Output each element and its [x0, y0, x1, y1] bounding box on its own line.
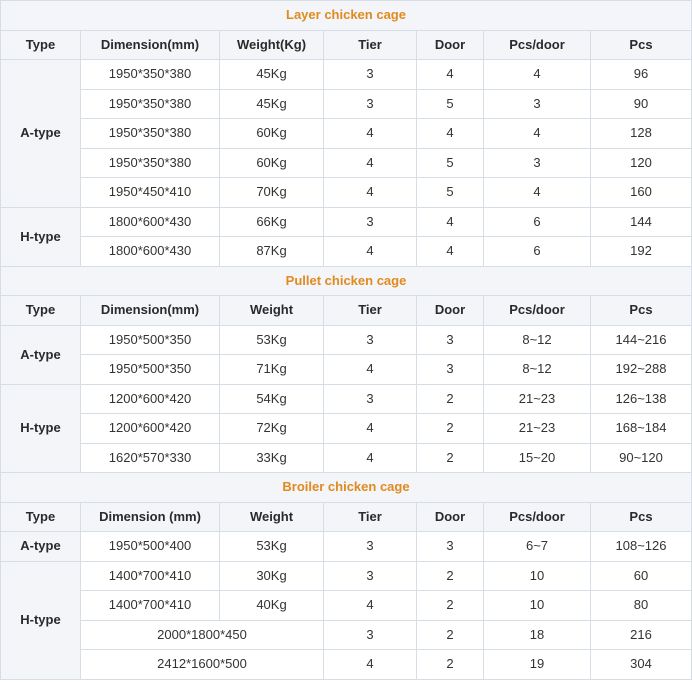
table-row — [1, 384, 692, 414]
pcs-per-door-cell: 21~23 — [484, 384, 591, 414]
tier-cell: 4 — [324, 591, 417, 621]
door-cell: 4 — [417, 119, 484, 149]
weight-cell: 70Kg — [220, 178, 324, 208]
dimension-cell: 1950*350*380 — [81, 148, 220, 178]
door-cell: 2 — [417, 620, 484, 650]
weight-cell: 60Kg — [220, 119, 324, 149]
pcs-per-door-cell: 15~20 — [484, 443, 591, 473]
pcs-per-door-cell: 6~7 — [484, 532, 591, 562]
tier-cell: 4 — [324, 237, 417, 267]
weight-cell: 71Kg — [220, 355, 324, 385]
dimension-cell: 1400*700*410 — [81, 591, 220, 621]
pcs-per-door-cell: 6 — [484, 207, 591, 237]
tier-cell: 4 — [324, 119, 417, 149]
table-row — [1, 148, 692, 178]
column-header: Tier — [324, 502, 417, 532]
column-header: Door — [417, 502, 484, 532]
section-title: Pullet chicken cage — [1, 266, 692, 296]
column-header: Weight — [220, 296, 324, 326]
column-header-row — [1, 30, 692, 60]
type-cell: H-type — [1, 384, 81, 473]
pcs-cell: 160 — [591, 178, 692, 208]
door-cell: 2 — [417, 591, 484, 621]
weight-cell: 60Kg — [220, 148, 324, 178]
section-title-row — [1, 1, 692, 31]
section-title-row — [1, 266, 692, 296]
column-header: Dimension(mm) — [81, 296, 220, 326]
pcs-cell: 80 — [591, 591, 692, 621]
tier-cell: 4 — [324, 148, 417, 178]
dimension-cell: 1950*450*410 — [81, 178, 220, 208]
door-cell: 3 — [417, 325, 484, 355]
table-row — [1, 237, 692, 267]
tier-cell: 3 — [324, 384, 417, 414]
section-title: Broiler chicken cage — [1, 473, 692, 503]
column-header: Door — [417, 30, 484, 60]
table-row — [1, 620, 692, 650]
door-cell: 2 — [417, 384, 484, 414]
pcs-per-door-cell: 21~23 — [484, 414, 591, 444]
table-row — [1, 414, 692, 444]
door-cell: 2 — [417, 414, 484, 444]
pcs-cell: 108~126 — [591, 532, 692, 562]
door-cell: 2 — [417, 561, 484, 591]
type-cell: A-type — [1, 325, 81, 384]
dimension-cell: 2000*1800*450 — [81, 620, 324, 650]
column-header: Weight(Kg) — [220, 30, 324, 60]
dimension-cell: 1950*500*350 — [81, 355, 220, 385]
type-cell: H-type — [1, 207, 81, 266]
table-row — [1, 178, 692, 208]
column-header: Door — [417, 296, 484, 326]
tier-cell: 3 — [324, 207, 417, 237]
door-cell: 5 — [417, 178, 484, 208]
table-row — [1, 207, 692, 237]
pcs-per-door-cell: 4 — [484, 60, 591, 90]
column-header: Pcs/door — [484, 30, 591, 60]
door-cell: 2 — [417, 650, 484, 680]
pcs-cell: 128 — [591, 119, 692, 149]
pcs-per-door-cell: 19 — [484, 650, 591, 680]
tier-cell: 3 — [324, 325, 417, 355]
door-cell: 5 — [417, 148, 484, 178]
table-row — [1, 561, 692, 591]
pcs-cell: 216 — [591, 620, 692, 650]
table-row — [1, 650, 692, 680]
pcs-cell: 126~138 — [591, 384, 692, 414]
weight-cell: 72Kg — [220, 414, 324, 444]
table-row — [1, 443, 692, 473]
column-header: Pcs — [591, 30, 692, 60]
weight-cell: 33Kg — [220, 443, 324, 473]
tier-cell: 4 — [324, 414, 417, 444]
weight-cell: 40Kg — [220, 591, 324, 621]
section-title-row — [1, 473, 692, 503]
dimension-cell: 1400*700*410 — [81, 561, 220, 591]
pcs-per-door-cell: 4 — [484, 119, 591, 149]
tier-cell: 4 — [324, 178, 417, 208]
dimension-cell: 1200*600*420 — [81, 384, 220, 414]
column-header: Pcs — [591, 296, 692, 326]
column-header: Pcs/door — [484, 296, 591, 326]
pcs-per-door-cell: 6 — [484, 237, 591, 267]
dimension-cell: 2412*1600*500 — [81, 650, 324, 680]
door-cell: 4 — [417, 60, 484, 90]
pcs-per-door-cell: 10 — [484, 591, 591, 621]
column-header: Dimension(mm) — [81, 30, 220, 60]
pcs-cell: 304 — [591, 650, 692, 680]
table-row — [1, 60, 692, 90]
dimension-cell: 1800*600*430 — [81, 237, 220, 267]
pcs-per-door-cell: 8~12 — [484, 355, 591, 385]
column-header: Pcs — [591, 502, 692, 532]
column-header: Weight — [220, 502, 324, 532]
pcs-cell: 96 — [591, 60, 692, 90]
pcs-per-door-cell: 18 — [484, 620, 591, 650]
type-cell: A-type — [1, 532, 81, 562]
door-cell: 5 — [417, 89, 484, 119]
pcs-cell: 144~216 — [591, 325, 692, 355]
dimension-cell: 1950*350*380 — [81, 89, 220, 119]
table-row — [1, 532, 692, 562]
pcs-cell: 90 — [591, 89, 692, 119]
weight-cell: 53Kg — [220, 532, 324, 562]
tier-cell: 4 — [324, 443, 417, 473]
tier-cell: 3 — [324, 60, 417, 90]
pcs-per-door-cell: 10 — [484, 561, 591, 591]
tier-cell: 3 — [324, 532, 417, 562]
table-row — [1, 89, 692, 119]
pcs-per-door-cell: 3 — [484, 148, 591, 178]
door-cell: 3 — [417, 355, 484, 385]
tier-cell: 4 — [324, 355, 417, 385]
weight-cell: 45Kg — [220, 60, 324, 90]
type-cell: H-type — [1, 561, 81, 679]
column-header: Dimension (mm) — [81, 502, 220, 532]
section-title: Layer chicken cage — [1, 1, 692, 31]
table-row — [1, 591, 692, 621]
pcs-cell: 192 — [591, 237, 692, 267]
door-cell: 3 — [417, 532, 484, 562]
column-header: Type — [1, 296, 81, 326]
weight-cell: 66Kg — [220, 207, 324, 237]
pcs-cell: 168~184 — [591, 414, 692, 444]
column-header: Tier — [324, 30, 417, 60]
pcs-cell: 120 — [591, 148, 692, 178]
dimension-cell: 1950*500*400 — [81, 532, 220, 562]
tier-cell: 3 — [324, 620, 417, 650]
pcs-cell: 144 — [591, 207, 692, 237]
column-header: Type — [1, 30, 81, 60]
table-row — [1, 355, 692, 385]
dimension-cell: 1200*600*420 — [81, 414, 220, 444]
table-row — [1, 119, 692, 149]
dimension-cell: 1950*350*380 — [81, 119, 220, 149]
dimension-cell: 1620*570*330 — [81, 443, 220, 473]
weight-cell: 30Kg — [220, 561, 324, 591]
pcs-per-door-cell: 8~12 — [484, 325, 591, 355]
column-header: Type — [1, 502, 81, 532]
column-header-row — [1, 502, 692, 532]
tier-cell: 4 — [324, 650, 417, 680]
door-cell: 4 — [417, 237, 484, 267]
door-cell: 2 — [417, 443, 484, 473]
table-row — [1, 325, 692, 355]
column-header-row — [1, 296, 692, 326]
column-header: Pcs/door — [484, 502, 591, 532]
pcs-per-door-cell: 3 — [484, 89, 591, 119]
weight-cell: 45Kg — [220, 89, 324, 119]
type-cell: A-type — [1, 60, 81, 208]
tier-cell: 3 — [324, 89, 417, 119]
dimension-cell: 1950*350*380 — [81, 60, 220, 90]
pcs-per-door-cell: 4 — [484, 178, 591, 208]
dimension-cell: 1800*600*430 — [81, 207, 220, 237]
pcs-cell: 90~120 — [591, 443, 692, 473]
door-cell: 4 — [417, 207, 484, 237]
pcs-cell: 192~288 — [591, 355, 692, 385]
pcs-cell: 60 — [591, 561, 692, 591]
weight-cell: 87Kg — [220, 237, 324, 267]
weight-cell: 54Kg — [220, 384, 324, 414]
weight-cell: 53Kg — [220, 325, 324, 355]
dimension-cell: 1950*500*350 — [81, 325, 220, 355]
column-header: Tier — [324, 296, 417, 326]
tier-cell: 3 — [324, 561, 417, 591]
